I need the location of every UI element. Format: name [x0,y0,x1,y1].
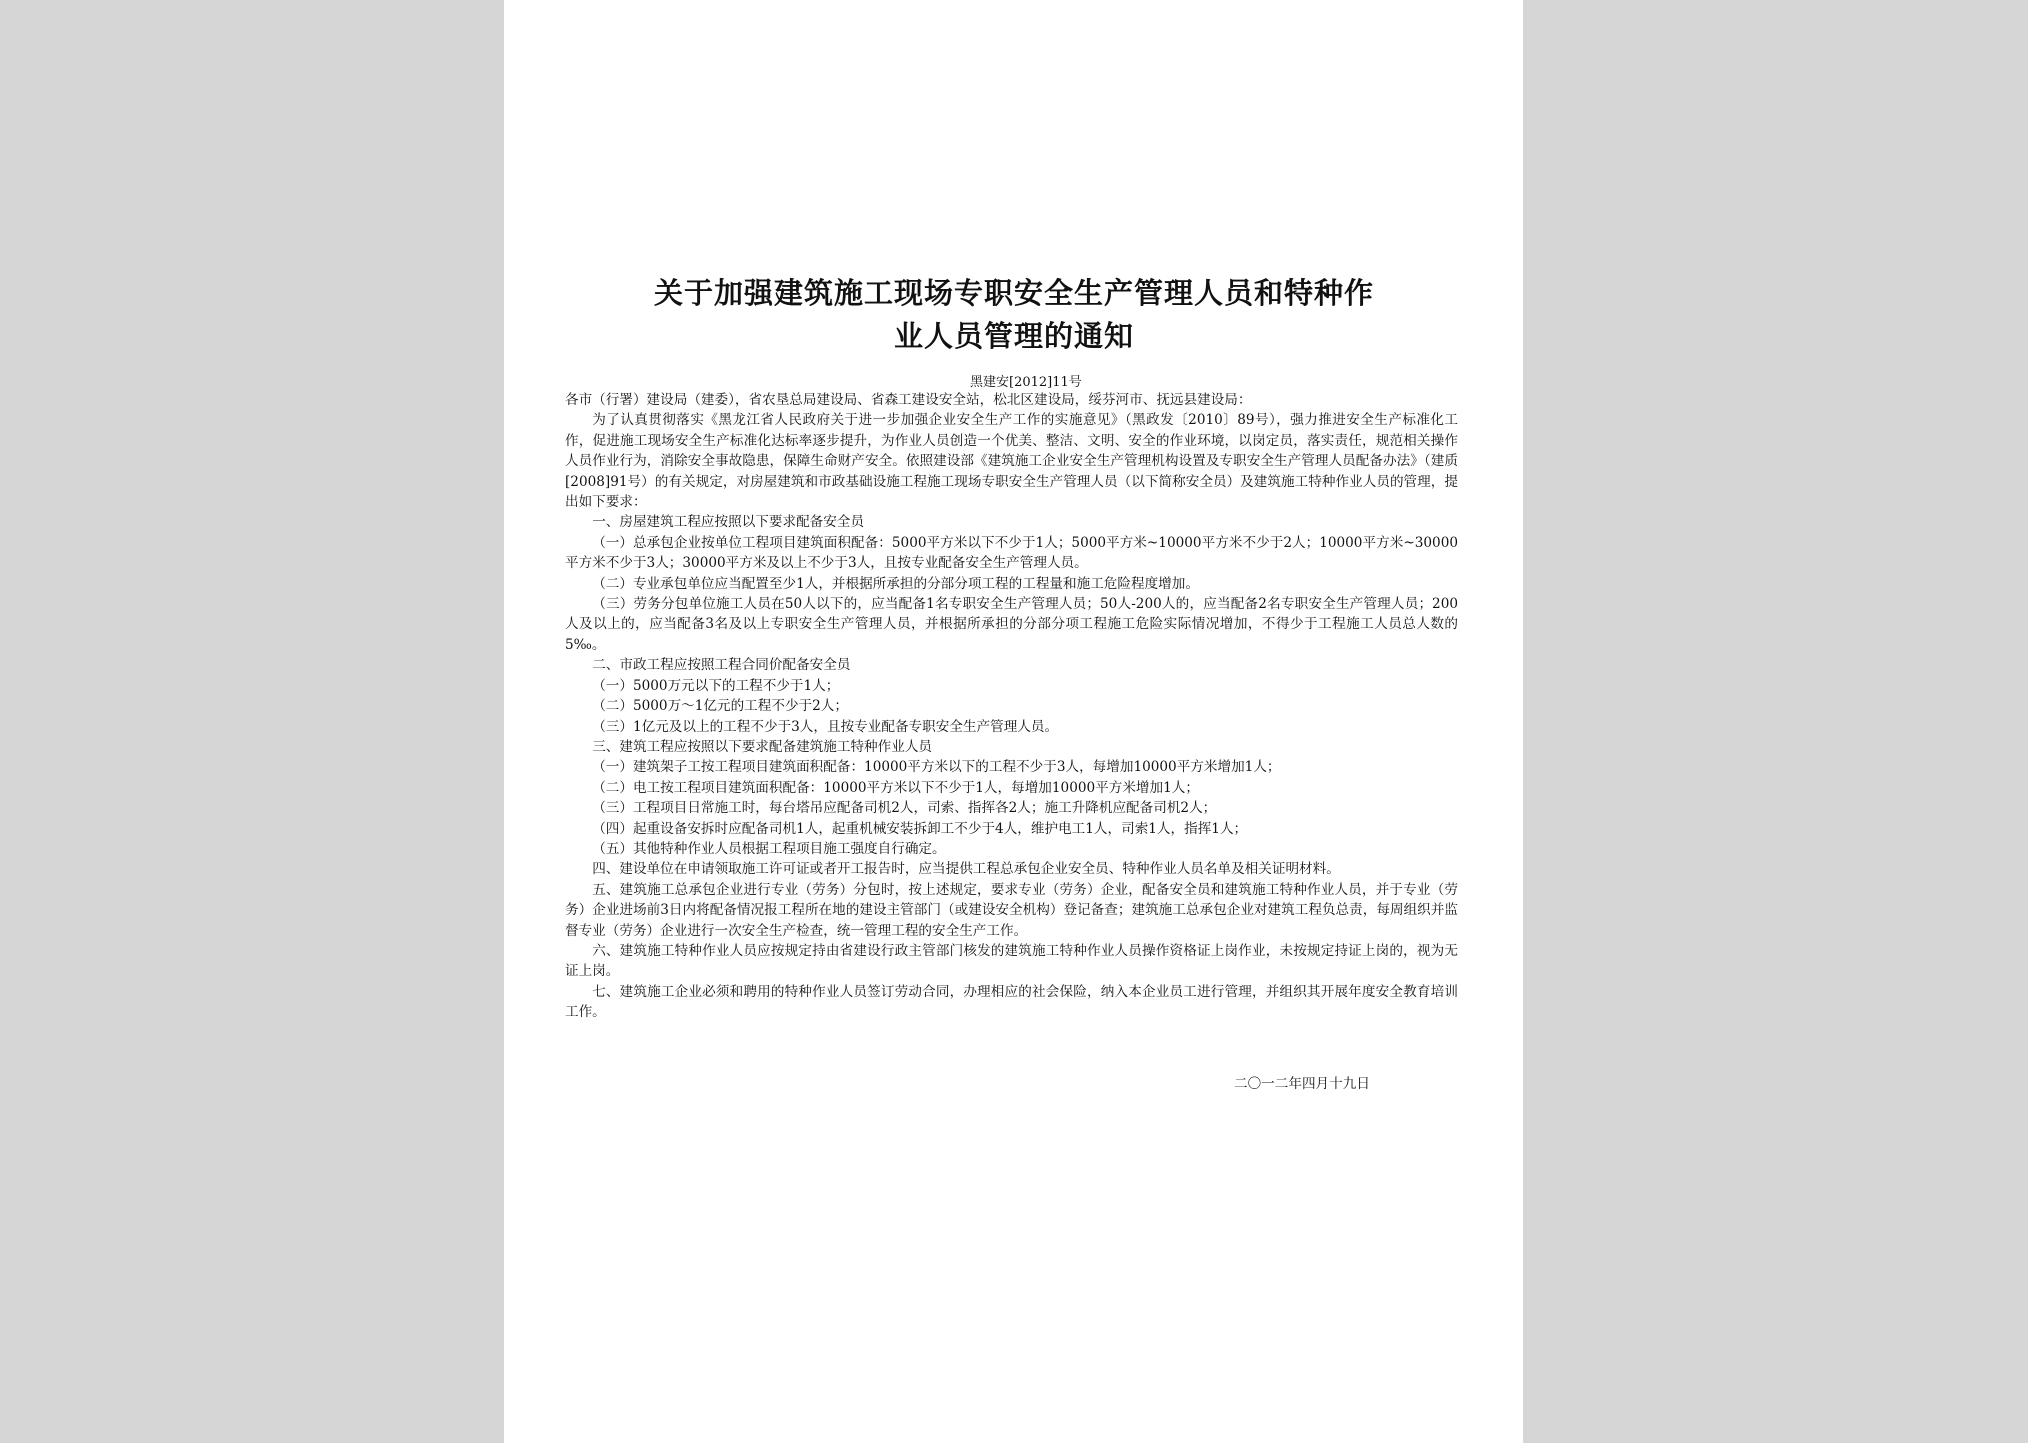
section-heading: 一、房屋建筑工程应按照以下要求配备安全员 [592,514,865,531]
document-page [504,0,1523,1443]
section-paragraph: 七、建筑施工企业必须和聘用的特种作业人员签订劳动合同，办理相应的社会保险，纳入本企业员工进行管理，并组织其开展年度安全教育培训工作。 [565,983,1458,1021]
document-title [564,272,1464,358]
list-item: （一）总承包企业按单位工程项目建筑面积配备：5000平方米以下不少于1人；5000平方米~10000平方米不少于2人；10000平方米~30000平方米不少于3人；30000平方米及以上不少于3人，且按专业配备安全生产管理人员。 [565,534,1458,572]
document-body [565,390,1458,1023]
addressee-paragraph: 各市（行署）建设局（建委），省农垦总局建设局、省森工建设安全站，松北区建设局，绥芬河市、抚远县建设局： [565,392,1252,408]
list-item: （三）1亿元及以上的工程不少于3人，且按专业配备专职安全生产管理人员。 [592,718,1059,735]
list-item: （一）5000万元以下的工程不少于1人； [592,677,840,694]
list-item: （五）其他特种作业人员根据工程项目施工强度自行确定。 [592,840,946,857]
list-item: （四）起重设备安拆时应配备司机1人，起重机械安装拆卸工不少于4人，维护电工1人，司索1人，指挥1人； [592,820,1248,837]
list-item: （二）专业承包单位应当配置至少1人，并根据所承担的分部分项工程的工程量和施工危险程度增加。 [592,575,1199,592]
section-paragraph: 六、建筑施工特种作业人员应按规定持由省建设行政主管部门核发的建筑施工特种作业人员操作资格证上岗作业，未按规定持证上岗的，视为无证上岗。 [565,942,1458,980]
section-paragraph: 四、建设单位在申请领取施工许可证或者开工报告时，应当提供工程总承包企业安全员、特种作业人员名单及相关证明材料。 [592,861,1340,878]
list-item: （一）建筑架子工按工程项目建筑面积配备：10000平方米以下的工程不少于3人，每增加10000平方米增加1人； [592,759,1281,776]
list-item: （二）5000万～1亿元的工程不少于2人； [592,698,848,715]
list-item: （三）工程项目日常施工时，每台塔吊应配备司机2人，司索、指挥各2人；施工升降机应配备司机2人； [592,800,1217,817]
list-item: （二）电工按工程项目建筑面积配备：10000平方米以下不少于1人，每增加10000平方米增加1人； [592,779,1199,796]
section-heading: 二、市政工程应按照工程合同价配备安全员 [592,657,851,674]
section-heading: 三、建筑工程应按照以下要求配备建筑施工特种作业人员 [592,738,933,755]
document-date: 二〇一二年四月十九日 [1234,1076,1370,1092]
section-paragraph: 五、建筑施工总承包企业进行专业（劳务）分包时，按上述规定，要求专业（劳务）企业，配备安全员和建筑施工特种作业人员，并于专业（劳务）企业进场前3日内将配备情况报工程所在地的建设主管部门（或建设安全机构）登记备查；建筑施工总承包企业对建筑工程负总责，每周组织并监督专业（劳务）企业进行一次安全生产检查，统一管理工程的安全生产工作。 [565,881,1458,939]
document-number: 黑建安[2012]11号 [970,375,1082,390]
intro-paragraph: 为了认真贯彻落实《黑龙江省人民政府关于进一步加强企业安全生产工作的实施意见》（黑政发〔2010〕89号），强力推进安全生产标准化工作，促进施工现场安全生产标准化达标率逐步提升，为作业人员创造一个优美、整洁、文明、安全的作业环境，以岗定员，落实责任，规范相关操作人员作业行为，消除安全事故隐患，保障生命财产安全。依照建设部《建筑施工企业安全生产管理机构设置及专职安全生产管理人员配备办法》（建质[2008]91号）的有关规定，对房屋建筑和市政基础设施工程施工现场专职安全生产管理人员（以下简称安全员）及建筑施工特种作业人员的管理，提出如下要求： [565,412,1458,511]
title-line-1: 关于加强建筑施工现场专职安全生产管理人员和特种作 [653,276,1374,310]
title-line-2: 业人员管理的通知 [893,319,1134,353]
list-item: （三）劳务分包单位施工人员在50人以下的，应当配备1名专职安全生产管理人员；50人-200人的，应当配备2名专职安全生产管理人员；200人及以上的，应当配备3名及以上专职安全生产管理人员，并根据所承担的分部分项工程施工危险实际情况增加，不得少于工程施工人员总人数的5‰。 [565,596,1458,653]
